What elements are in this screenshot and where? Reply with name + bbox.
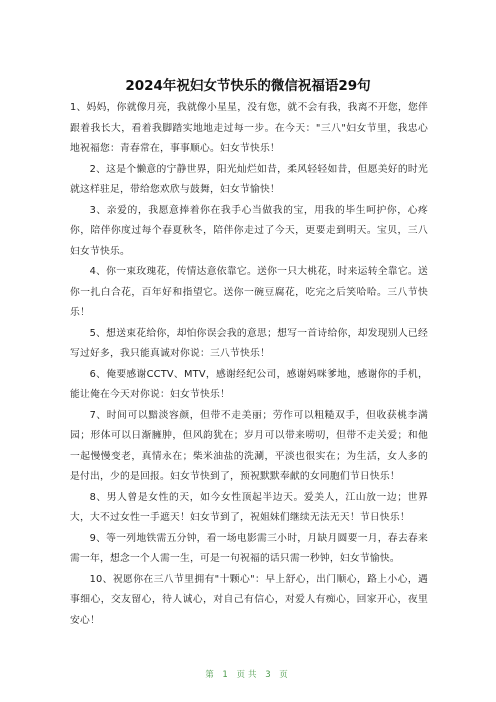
paragraph: 10、祝愿你在三八节里拥有"十颗心"：早上舒心，出门顺心，路上小心，遇事细心，交友留心，待人诚心，对自己有信心，对爱人有痴心，回家开心，夜里安心！ (70, 573, 428, 626)
document-body (70, 98, 428, 631)
paragraph: 6、俺要感谢CCTV、MTV，感谢经纪公司，感谢妈咪爹地，感谢你的手机，能让俺在今天对你说：妇女节快乐！ (70, 368, 428, 400)
paragraph: 1、妈妈，你就像月亮，我就像小星星，没有您，就不会有我，我离不开您，您伴跟着我长大，看着我脚踏实地地走过每一步。在今天："三八"妇女节里，我忠心地祝福您：青春常在，事事顺心。妇女节快乐！ (70, 102, 428, 154)
paragraph: 5、想送束花给你，却怕你误会我的意思；想写一首诗给你，却发现别人已经写过好多，我只能真诚对你说：三八节快乐！ (70, 327, 428, 359)
paragraph: 7、时间可以黯淡容颜，但带不走美丽；劳作可以粗糙双手，但收获桃李满园；形体可以日渐臃肿，但风韵犹在；岁月可以带来唠叨，但带不走关爱；和他一起慢慢变老，真情永在；柴米油盐的洗涮，平淡也很实在；为生活，女人多的是付出，少的是回报。妇女节快到了，预祝默默奉献的女同胞们节日快乐！ (70, 409, 428, 482)
document-title: 2024年祝妇女节快乐的微信祝福语29句 (125, 78, 371, 94)
paragraph: 2、这是个懒意的宁静世界，阳光灿烂如昔，柔风轻轻如昔，但愿美好的时光就这样驻足，带给您欢欣与鼓舞，妇女节愉快！ (70, 163, 428, 195)
paragraph: 3、亲爱的，我愿意捧着你在我手心当做我的宝，用我的毕生呵护你，心疼你，陪伴你度过每个春夏秋冬，陪伴你走过了今天，更要走到明天。宝贝，三八妇女节快乐。 (70, 204, 428, 257)
paragraph: 9、等一列地铁需五分钟，看一场电影需三小时，月缺月圆要一月，春去春来需一年，想念一个人需一生，可是一句祝福的话只需一秒钟，妇女节愉快。 (70, 532, 428, 564)
paragraph: 8、男人曾是女性的天，如今女性顶起半边天。爱美人，江山放一边；世界大，大不过女性一手遮天！妇女节到了，祝姐妹们继续无法无天！节日快乐！ (70, 491, 428, 523)
paragraph: 4、你一束玫瑰花，传情达意依靠它。送你一只大桃花，时来运转全靠它。送你一扎白合花，百年好和指望它。送你一碗豆腐花，吃完之后笑哈哈。三八节快乐！ (70, 266, 428, 318)
page-footer: 第 1 页共 3 页 (205, 670, 291, 680)
